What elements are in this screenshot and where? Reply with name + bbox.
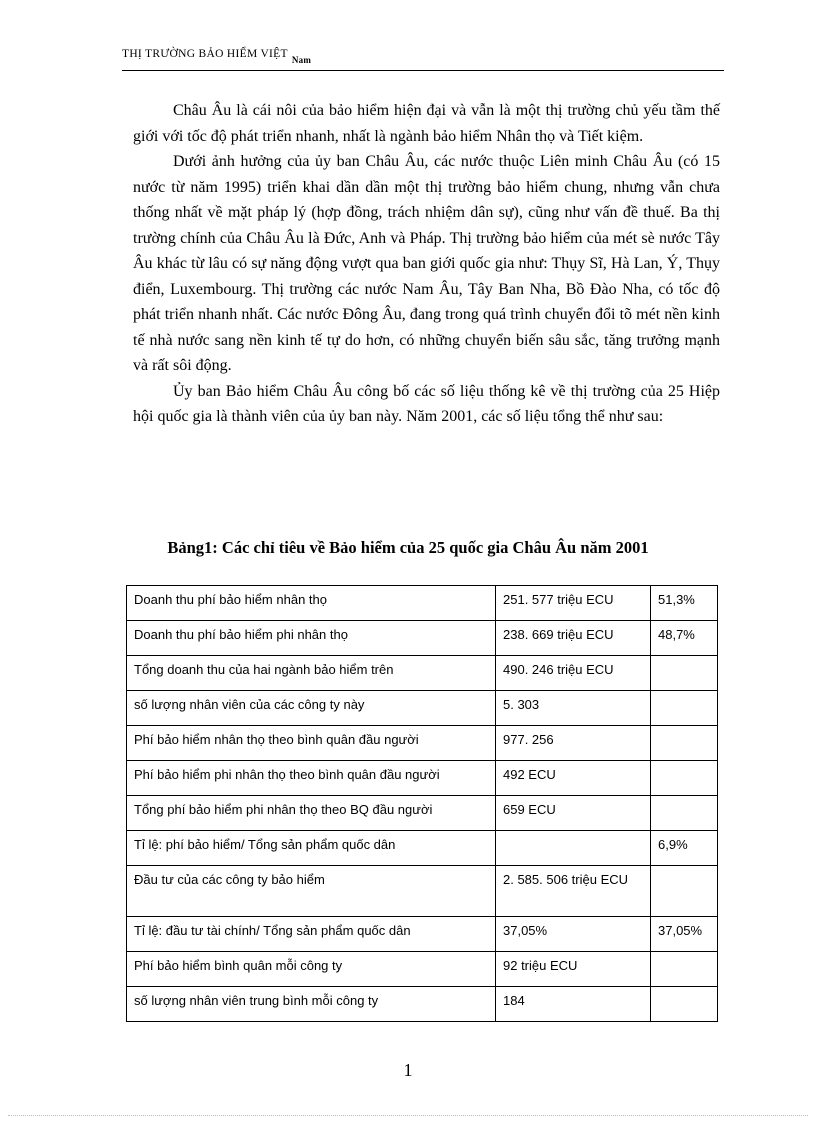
row-percent xyxy=(651,866,718,917)
row-value: 977. 256 xyxy=(496,726,651,761)
row-value: 2. 585. 506 triệu ECU xyxy=(496,866,651,917)
row-percent: 6,9% xyxy=(651,831,718,866)
table-row xyxy=(127,726,718,761)
table-row xyxy=(127,987,718,1022)
row-percent: 51,3% xyxy=(651,586,718,621)
row-label: Phí bảo hiểm bình quân mỗi công ty xyxy=(127,952,496,987)
paragraph-3: Ủy ban Bảo hiểm Châu Âu công bố các số liệu thống kê về thị trường của 25 Hiệp hội quốc gia là thành viên của ủy ban này. Năm 2001, các số liệu tổng thể như sau: xyxy=(133,382,720,425)
header-title-subscript: Nam xyxy=(291,55,312,65)
row-percent: 37,05% xyxy=(651,917,718,952)
table-title: Bảng1: Các chỉ tiêu về Bảo hiểm của 25 quốc gia Châu Âu năm 2001 xyxy=(167,538,649,557)
body-text xyxy=(133,98,720,430)
row-value: 659 ECU xyxy=(496,796,651,831)
table-row xyxy=(127,831,718,866)
row-label: Tỉ lệ: phí bảo hiểm/ Tổng sản phẩm quốc dân xyxy=(127,831,496,866)
table-row xyxy=(127,917,718,952)
table-row xyxy=(127,586,718,621)
row-label: số lượng nhân viên của các công ty này xyxy=(127,691,496,726)
row-percent xyxy=(651,656,718,691)
row-percent xyxy=(651,761,718,796)
row-label: Phí bảo hiểm nhân thọ theo bình quân đầu người xyxy=(127,726,496,761)
row-label: Tổng phí bảo hiểm phi nhân thọ theo BQ đầu người xyxy=(127,796,496,831)
paragraph-1: Châu Âu là cái nôi của bảo hiểm hiện đại và vẫn là một thị trường chủ yếu tầm thế giới với tốc độ phát triển nhanh, nhất là ngành bảo hiểm Nhân thọ và Tiết kiệm. xyxy=(133,102,720,145)
page-number: 1 xyxy=(403,1060,413,1080)
row-value: 238. 669 triệu ECU xyxy=(496,621,651,656)
row-percent xyxy=(651,691,718,726)
table-row xyxy=(127,691,718,726)
row-value: 184 xyxy=(496,987,651,1022)
row-percent xyxy=(651,952,718,987)
paragraph-2: Dưới ảnh hưởng của ủy ban Châu Âu, các nước thuộc Liên minh Châu Âu (có 15 nước từ năm 1995) triển khai dần dần một thị trường bảo hiểm chung, nhưng vẫn chưa thống nhất về mặt pháp lý (hợp đồng, trách nhiệm dân sự), cũng như vấn đề thuế. Ba thị trường chính của Châu Âu là Đức, Anh và Pháp. Thị trường bảo hiểm của mét sè nước Tây Âu khác từ lâu có sự năng động vượt qua ban giới quốc gia như: Thụy Sĩ, Hà Lan, Ý, Thụy điển, Luxembourg. Thị trường các nước Nam Âu, Tây Ban Nha, Bồ Đào Nha, có tốc độ phát triển nhanh nhất. Các nước Đông Âu, đang trong quá trình chuyển đổi tõ mét nền kinh tế nhà nước sang nền kinh tế tự do hơn, có những chuyển biến sâu sắc, tăng trưởng mạnh và rất sôi động. xyxy=(133,153,720,374)
row-value: 5. 303 xyxy=(496,691,651,726)
header-rule xyxy=(122,70,724,71)
row-label: Tổng doanh thu của hai ngành bảo hiểm trên xyxy=(127,656,496,691)
table-row xyxy=(127,656,718,691)
row-percent xyxy=(651,987,718,1022)
row-value: 92 triệu ECU xyxy=(496,952,651,987)
row-label: Doanh thu phí bảo hiểm nhân thọ xyxy=(127,586,496,621)
table-row xyxy=(127,761,718,796)
row-label: Tỉ lệ: đầu tư tài chính/ Tổng sản phẩm quốc dân xyxy=(127,917,496,952)
running-header xyxy=(122,48,312,65)
row-value: 490. 246 triệu ECU xyxy=(496,656,651,691)
row-label: Đầu tư của các công ty bảo hiểm xyxy=(127,866,496,917)
row-label: số lượng nhân viên trung bình mỗi công ty xyxy=(127,987,496,1022)
row-percent: 48,7% xyxy=(651,621,718,656)
row-percent xyxy=(651,726,718,761)
row-label: Phí bảo hiểm phi nhân thọ theo bình quân đầu người xyxy=(127,761,496,796)
row-percent xyxy=(651,796,718,831)
header-title: THỊ TRƯỜNG BẢO HIỂM VIỆT xyxy=(122,48,288,60)
table-row xyxy=(127,952,718,987)
insurance-stats-table xyxy=(126,585,718,1022)
row-value: 251. 577 triệu ECU xyxy=(496,586,651,621)
page-bottom-divider xyxy=(8,1115,808,1116)
table-row xyxy=(127,796,718,831)
row-value xyxy=(496,831,651,866)
row-value: 492 ECU xyxy=(496,761,651,796)
table-row xyxy=(127,866,718,917)
row-value: 37,05% xyxy=(496,917,651,952)
row-label: Doanh thu phí bảo hiểm phi nhân thọ xyxy=(127,621,496,656)
table-row xyxy=(127,621,718,656)
